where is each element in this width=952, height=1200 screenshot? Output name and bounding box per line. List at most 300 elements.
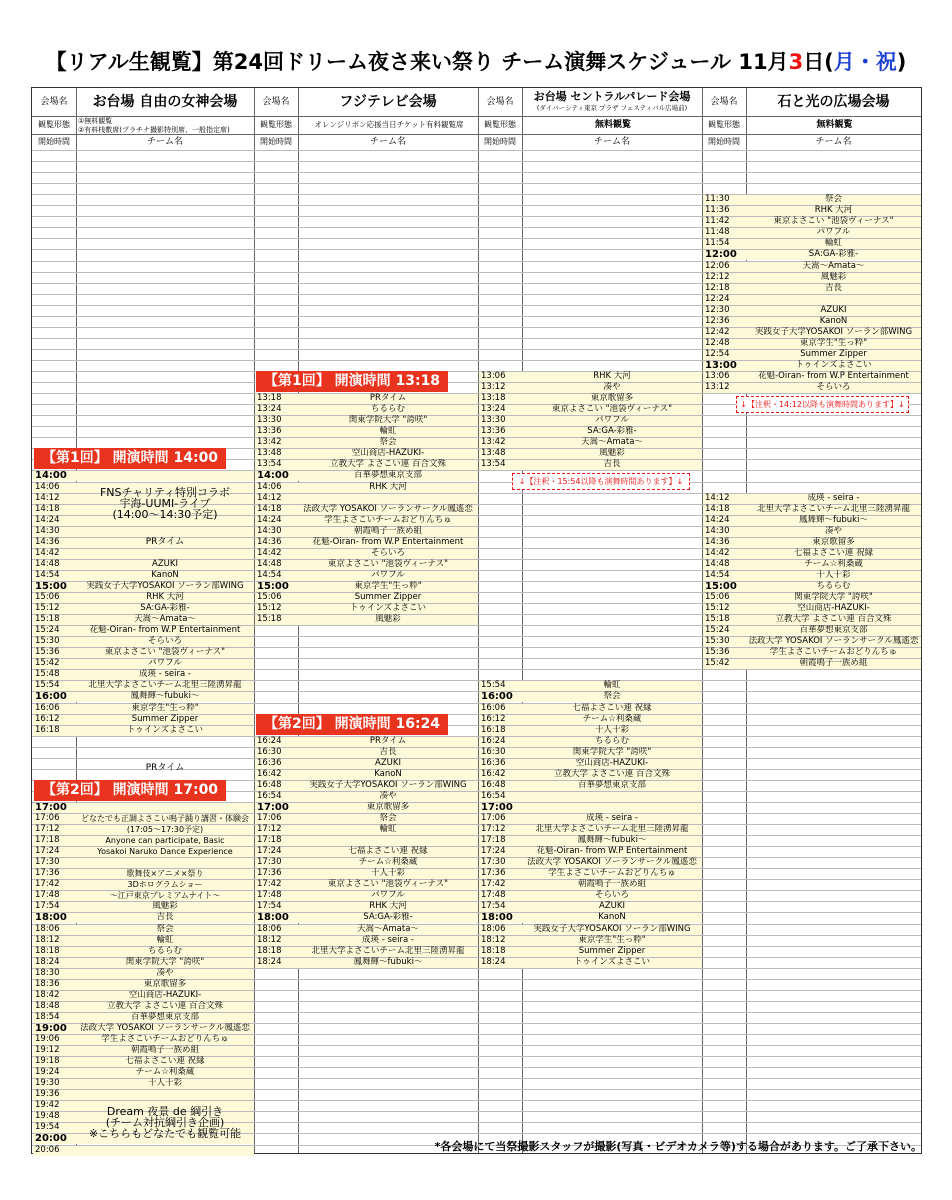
team-name: 祭会 xyxy=(603,691,621,702)
start-time: 19:18 xyxy=(35,1056,60,1067)
team-name: 祭会 xyxy=(156,923,174,934)
column-divider xyxy=(522,88,523,1153)
venue-label: 会場名 xyxy=(710,97,738,107)
team-name: 凑や xyxy=(824,525,842,536)
team-name: 法政大学 YOSAKOI ソーランサークル鳳遙恋 xyxy=(748,636,919,647)
block-line: どなたでも正調よさこい鳴子踊り講習・体験会 xyxy=(81,814,249,824)
start-time: 13:48 xyxy=(481,448,506,459)
start-time: 15:18 xyxy=(705,614,730,625)
start-time: 13:42 xyxy=(257,437,282,448)
team-name: 実践女子大学YOSAKOI ソーラン部WING xyxy=(86,580,244,591)
team-name: 輪虹 xyxy=(603,680,621,691)
start-time: 15:18 xyxy=(257,614,282,625)
fns-collab-block xyxy=(76,470,254,536)
start-time: 14:36 xyxy=(257,536,282,547)
team-name: SA:GA-彩雅- xyxy=(808,249,859,260)
team-name: 北里大学よさこいチーム北里三陸湧昇龍 xyxy=(756,503,910,514)
team-name: 東京歌留多 xyxy=(590,393,634,404)
start-time: 13:54 xyxy=(481,459,506,470)
start-time: 14:18 xyxy=(257,503,282,514)
team-name: 東京よさこい "池袋ヴィーナス" xyxy=(773,216,894,227)
team-name: 学生よさこいチームおどりんちゅ xyxy=(101,1034,229,1044)
page-title: 【リアル生観覧】第24回ドリーム夜さ来い祭り チーム演舞スケジュール 11月3日(月・祝) xyxy=(45,50,907,74)
start-time: 19:42 xyxy=(35,1100,60,1111)
start-time: 18:12 xyxy=(35,934,60,945)
team-name: 成瑛 - seira - xyxy=(362,934,414,945)
block-line: Anyone can participate, Basic xyxy=(105,836,225,846)
team-name: 吉長 xyxy=(824,282,842,293)
team-name: 実践女子大学YOSAKOI ソーラン部WING xyxy=(309,779,467,790)
block-line: (14:00～14:30予定) xyxy=(112,508,218,522)
start-time: 13:18 xyxy=(257,393,282,404)
start-time: 14:48 xyxy=(705,558,730,569)
row-divider xyxy=(32,150,921,151)
experience-block xyxy=(76,802,254,868)
team-name: 吉長 xyxy=(603,459,621,470)
team-name: PRタイム xyxy=(369,393,407,404)
note-v3: ↓【注釈・15:54以降も演舞時間あります】↓ xyxy=(512,473,690,490)
team-name: パワフル xyxy=(595,415,629,426)
start-time: 19:24 xyxy=(35,1067,60,1078)
team-name: 天嵩～Amata～ xyxy=(357,923,419,934)
team-name: RHK 大河 xyxy=(146,592,184,602)
start-time: 15:30 xyxy=(705,636,730,647)
start-time: 15:54 xyxy=(35,680,60,691)
viewing-label: 観覧形態 xyxy=(260,120,292,129)
start-time: 17:30 xyxy=(35,857,60,868)
team-name: RHK 大河 xyxy=(369,481,407,492)
start-time: 15:06 xyxy=(257,592,282,602)
start-time: 17:00 xyxy=(35,801,67,813)
start-time: 18:06 xyxy=(481,923,506,934)
team-name: 七福よさこい連 祝縁 xyxy=(125,1056,205,1067)
start-time: 14:06 xyxy=(257,481,282,492)
start-time: 11:42 xyxy=(705,216,730,227)
start-time: 14:00 xyxy=(257,470,289,482)
team-name: パワフル xyxy=(371,890,405,901)
team-name: 十人十彩 xyxy=(370,868,405,879)
block-line: (17:05～17:30予定) xyxy=(126,825,204,835)
start-time: 14:42 xyxy=(257,547,282,558)
start-time: 18:00 xyxy=(257,912,289,924)
viewing-label: 観覧形態 xyxy=(38,120,70,129)
tug-of-war-block xyxy=(76,1100,254,1144)
team-name: ちるらむ xyxy=(816,580,851,591)
start-time: 16:36 xyxy=(257,757,282,768)
start-time: 20:00 xyxy=(35,1133,67,1145)
team-name: KanoN xyxy=(819,315,848,326)
start-time: 17:12 xyxy=(35,824,60,835)
start-time: 14:42 xyxy=(705,547,730,558)
start-time: 16:30 xyxy=(257,746,282,757)
start-time: 17:24 xyxy=(257,846,282,857)
start-time: 18:42 xyxy=(35,989,60,1000)
team-name: パワフル xyxy=(148,658,182,669)
team-name: 花魁-Oiran- from W.P Entertainment xyxy=(536,846,688,857)
start-time: 14:54 xyxy=(257,569,282,580)
viewing-line: ①無料観覧 xyxy=(78,117,113,125)
start-time: 17:18 xyxy=(35,835,60,846)
start-time: 13:30 xyxy=(481,415,506,426)
team-name: 関東学院大学 "誇咲" xyxy=(794,592,873,602)
start-time: 14:54 xyxy=(35,569,60,580)
venue-name: 石と光の広場会場 xyxy=(777,94,890,110)
row-divider xyxy=(32,172,921,173)
team-name: 輪虹 xyxy=(379,426,397,437)
start-time: 18:24 xyxy=(481,956,506,967)
start-time: 18:24 xyxy=(35,956,60,967)
start-time: 18:18 xyxy=(481,945,506,956)
start-time: 12:18 xyxy=(705,282,730,293)
viewing-type: オレンジリボン応援当日チケット有料観覧席 xyxy=(314,120,464,129)
team-name: 花魁-Oiran- from W.P Entertainment xyxy=(312,536,464,547)
team-name: Summer Zipper xyxy=(354,592,422,602)
team-name: 十人十彩 xyxy=(594,724,629,735)
team-name: SA:GA-彩雅- xyxy=(140,603,190,614)
team-name: 天嵩～Amata～ xyxy=(802,260,865,271)
start-time: 18:54 xyxy=(35,1011,60,1022)
block-line: 3Dホログラムショー xyxy=(127,880,203,890)
hologram-block xyxy=(76,868,254,901)
start-time: 17:42 xyxy=(257,879,282,890)
team-label: チーム名 xyxy=(369,137,406,147)
start-time: 17:12 xyxy=(257,824,282,835)
team-name: 東京よさこい "池袋ヴィーナス" xyxy=(327,879,449,890)
venue-label: 会場名 xyxy=(486,97,514,107)
viewing-type: 無料観覧 xyxy=(816,120,853,130)
start-time: 15:36 xyxy=(35,647,60,658)
start-time: 17:24 xyxy=(481,846,506,857)
start-time: 16:06 xyxy=(481,702,506,713)
start-time: 18:30 xyxy=(35,967,60,978)
team-name: 東京学生"生っ粋" xyxy=(354,580,422,591)
start-time: 14:18 xyxy=(705,503,730,514)
start-time: 16:42 xyxy=(257,768,282,779)
start-time: 12:06 xyxy=(705,260,730,271)
start-time: 17:54 xyxy=(481,901,506,912)
team-name: 東京学生"生っ粋" xyxy=(578,934,646,945)
team-name: 凑や xyxy=(603,382,621,393)
start-time: 17:54 xyxy=(257,901,282,912)
team-name: 成瑛 - seira - xyxy=(139,669,191,680)
team-name: そらいろ xyxy=(816,382,851,393)
team-name: 鳳舞輝～fubuki～ xyxy=(577,835,647,846)
block-line: PRタイム xyxy=(145,763,185,774)
start-time: 15:00 xyxy=(35,580,67,592)
block-line: (チーム対抗綱引き企画) xyxy=(105,1115,225,1129)
start-time: 15:00 xyxy=(257,580,289,592)
team-name: 七福よさこい連 祝縁 xyxy=(348,846,428,857)
team-label: チーム名 xyxy=(593,137,630,147)
team-name: 風魅彩 xyxy=(599,448,625,459)
start-time: 16:24 xyxy=(257,735,282,746)
start-time: 18:48 xyxy=(35,1000,60,1011)
team-name: 学生よさこいチームおどりんちゅ xyxy=(769,647,898,658)
start-time: 18:06 xyxy=(257,923,282,934)
row-divider xyxy=(32,161,921,162)
start-time: 13:36 xyxy=(481,426,506,437)
start-time: 17:30 xyxy=(257,857,282,868)
team-name: 天嵩～Amata～ xyxy=(581,437,643,448)
start-time: 12:24 xyxy=(705,293,730,304)
start-time: 12:48 xyxy=(705,337,730,348)
start-time: 15:12 xyxy=(35,603,60,614)
team-name: SA:GA-彩雅- xyxy=(363,912,413,923)
start-time: 13:06 xyxy=(481,371,506,381)
block-line: Yosakoi Naruko Dance Experience xyxy=(97,847,233,857)
viewing-label: 観覧形態 xyxy=(708,120,740,129)
block-line: ～江戸東京プレミアムナイト～ xyxy=(109,891,221,901)
team-name: 花魁-Oiran- from W.P Entertainment xyxy=(758,371,909,381)
team-name: 朝霞鳴子一族め組 xyxy=(130,1045,199,1056)
team-name: 十人十彩 xyxy=(147,1078,182,1089)
block-line: 歌舞伎×アニメ×祭り xyxy=(126,869,204,879)
start-time: 16:12 xyxy=(481,713,506,724)
block-line: PRタイム xyxy=(145,536,185,547)
team-name: 学生よさこいチームおどりんちゅ xyxy=(548,868,676,879)
start-time: 11:36 xyxy=(705,205,730,216)
venue-label: 会場名 xyxy=(262,97,290,107)
start-time: 12:00 xyxy=(705,249,737,261)
team-name: 実践女子大学YOSAKOI ソーラン部WING xyxy=(754,326,913,337)
start-time: 17:24 xyxy=(35,846,60,857)
block-line: FNSチャリティ特別コラボ xyxy=(99,486,231,500)
team-name: Summer Zipper xyxy=(800,348,867,359)
team-name: 立教大学 よさこい連 百合文殊 xyxy=(775,614,892,625)
team-name: 法政大学 YOSAKOI ソーランサークル鳳遙恋 xyxy=(80,1022,250,1033)
start-time: 18:36 xyxy=(35,978,60,989)
team-name: チーム☆利桑蔵 xyxy=(135,1067,195,1078)
start-time: 18:00 xyxy=(481,912,513,924)
start-time: 11:30 xyxy=(705,194,730,205)
start-time: 13:36 xyxy=(257,426,282,437)
start-time: 18:24 xyxy=(257,956,282,967)
venue-name: お台場 自由の女神会場 xyxy=(92,94,238,110)
team-name: RHK 大河 xyxy=(369,901,407,912)
team-name: 百華夢想東京支部 xyxy=(130,1011,199,1022)
start-time: 12:36 xyxy=(705,315,730,326)
team-name: ちるらむ xyxy=(147,945,182,956)
team-name: Summer Zipper xyxy=(131,713,199,724)
start-time: 13:18 xyxy=(481,393,506,404)
team-name: 朝霞鳴子一族め組 xyxy=(577,879,646,890)
team-name: 北里大学よさこいチーム北里三陸湧昇龍 xyxy=(88,680,242,691)
team-name: KanoN xyxy=(151,569,179,580)
start-time: 13:00 xyxy=(705,359,737,371)
venue-name xyxy=(522,88,702,116)
team-name: 北里大学よさこいチーム北里三陸湧昇龍 xyxy=(311,945,465,956)
team-name: KanoN xyxy=(598,912,626,923)
team-name: 学生よさこいチームおどりんちゅ xyxy=(324,514,452,525)
start-time: 17:42 xyxy=(35,879,60,890)
team-name: 凑や xyxy=(156,967,174,978)
team-name: 北里大学よさこいチーム北里三陸湧昇龍 xyxy=(535,824,689,835)
start-time: 15:00 xyxy=(705,580,737,592)
team-name: 関東学院大学 "誇咲" xyxy=(572,746,652,757)
team-name: 東京歌留多 xyxy=(366,801,410,812)
start-time: 17:42 xyxy=(481,879,506,890)
start-time: 15:30 xyxy=(35,636,60,647)
start-label: 開始時間 xyxy=(484,137,516,146)
start-time: 13:24 xyxy=(481,404,506,415)
start-time: 12:12 xyxy=(705,271,730,282)
banner-v2-first: 【第1回】 開演時間 13:18 xyxy=(256,371,448,392)
team-name: そらいろ xyxy=(370,547,405,558)
team-name: 祭会 xyxy=(379,437,397,448)
start-time: 16:18 xyxy=(35,724,60,735)
team-name: トゥインズよさこい xyxy=(126,724,204,735)
team-name: 関東学院大学 "誇咲" xyxy=(348,415,428,426)
team-name: 空山商店-HAZUKI- xyxy=(128,989,202,1000)
start-time: 16:06 xyxy=(35,702,60,713)
team-name: 鳳舞輝～fubuki～ xyxy=(353,956,423,967)
team-name: トゥインズよさこい xyxy=(573,956,651,967)
start-time: 19:54 xyxy=(35,1122,60,1133)
start-time: 15:42 xyxy=(705,658,730,669)
team-name: AZUKI xyxy=(599,901,625,912)
start-time: 14:30 xyxy=(35,525,60,536)
row-divider xyxy=(32,183,921,184)
start-time: 16:42 xyxy=(481,768,506,779)
block-line: Dream 夜景 de 綱引き xyxy=(106,1104,224,1118)
team-name: 東京よさこい "池袋ヴィーナス" xyxy=(327,558,449,569)
start-label: 開始時間 xyxy=(708,137,740,146)
team-name: AZUKI xyxy=(375,757,401,768)
start-time: 12:42 xyxy=(705,326,730,337)
start-time: 16:54 xyxy=(257,790,282,801)
pr-time-block xyxy=(76,537,254,548)
start-label: 開始時間 xyxy=(260,137,292,146)
team-name: 成瑛 - seira - xyxy=(586,813,638,823)
team-name: トゥインズよさこい xyxy=(349,603,427,614)
team-name: 東京学生"生っ粋" xyxy=(131,702,199,713)
start-time: 14:12 xyxy=(35,492,60,503)
viewing-type: 無料観覧 xyxy=(594,120,631,130)
start-time: 15:42 xyxy=(35,658,60,669)
team-name: 東京よさこい "池袋ヴィーナス" xyxy=(551,404,673,415)
viewing-label: 観覧形態 xyxy=(484,120,516,129)
team-name: チーム☆利桑蔵 xyxy=(582,713,642,724)
start-time: 18:12 xyxy=(481,934,506,945)
start-time: 11:48 xyxy=(705,227,730,238)
team-name: チーム☆利桑蔵 xyxy=(358,857,418,868)
banner-v2-second: 【第2回】 開演時間 16:24 xyxy=(256,714,448,735)
start-time: 16:48 xyxy=(257,779,282,790)
start-time: 17:18 xyxy=(257,835,282,846)
start-time: 14:24 xyxy=(705,514,730,525)
team-name: 風魅彩 xyxy=(152,901,178,912)
team-name: 七福よさこい連 祝縁 xyxy=(572,702,652,713)
schedule-table xyxy=(31,87,922,1154)
team-name: 百華夢想東京支部 xyxy=(577,779,646,790)
start-time: 13:06 xyxy=(705,371,730,381)
start-time: 13:12 xyxy=(705,382,730,393)
start-time: 14:48 xyxy=(35,558,60,569)
start-time: 15:48 xyxy=(35,669,60,680)
start-time: 19:30 xyxy=(35,1078,60,1089)
start-time: 14:06 xyxy=(35,481,60,492)
start-time: 17:48 xyxy=(257,890,282,901)
column-divider xyxy=(478,88,479,1153)
footer-note: *各会場にて当祭撮影スタッフが撮影(写真・ビデオカメラ等)する場合があります。ご了承下さい。 xyxy=(434,1140,922,1153)
start-time: 19:36 xyxy=(35,1089,60,1100)
team-name: ちるらむ xyxy=(594,735,629,746)
team-name: KanoN xyxy=(374,768,402,779)
team-name: 関東学院大学 "誇咲" xyxy=(125,956,205,967)
start-time: 13:24 xyxy=(257,404,282,415)
start-time: 16:54 xyxy=(481,790,506,801)
venue-label: 会場名 xyxy=(40,97,68,107)
start-time: 19:06 xyxy=(35,1034,60,1044)
team-name: 立教大学 よさこい連 百合文殊 xyxy=(107,1000,223,1011)
start-time: 15:24 xyxy=(35,625,60,636)
team-name: 空山商店-HAZUKI- xyxy=(351,448,425,459)
team-name: そらいろ xyxy=(594,890,629,901)
team-name: 花魁-Oiran- from W.P Entertainment xyxy=(89,625,241,636)
start-time: 18:18 xyxy=(35,945,60,956)
team-name: 朝霞鳴子一族め組 xyxy=(799,658,868,669)
start-time: 15:18 xyxy=(35,614,60,625)
start-time: 14:54 xyxy=(705,569,730,580)
start-time: 20:06 xyxy=(35,1144,60,1155)
team-name: 朝霞鳴子一族め組 xyxy=(353,525,422,536)
team-name: 風魅彩 xyxy=(820,271,847,282)
team-name: 吉長 xyxy=(379,746,397,757)
start-time: 17:06 xyxy=(257,813,282,823)
team-name: 立教大学 よさこい連 百合文殊 xyxy=(330,459,446,470)
team-name: 東京歌留多 xyxy=(143,978,187,989)
team-name: 成瑛 - seira - xyxy=(807,492,860,503)
banner-v1-first: 【第1回】 開演時間 14:00 xyxy=(34,448,226,469)
team-name: 実践女子大学YOSAKOI ソーラン部WING xyxy=(533,923,691,934)
team-name: 鳳舞輝～fubuki～ xyxy=(130,691,200,702)
start-time: 17:48 xyxy=(481,890,506,901)
team-name: 空山商店-HAZUKI- xyxy=(575,757,649,768)
team-name: パワフル xyxy=(371,569,405,580)
team-name: トゥインズよさこい xyxy=(795,359,872,370)
team-name: RHK 大河 xyxy=(593,371,631,381)
start-time: 14:36 xyxy=(705,536,730,547)
start-time: 12:54 xyxy=(705,348,730,359)
viewing-type xyxy=(78,116,254,135)
start-time: 14:24 xyxy=(257,514,282,525)
team-name: そらいろ xyxy=(147,636,182,647)
start-time: 11:54 xyxy=(705,238,730,249)
start-time: 15:12 xyxy=(257,603,282,614)
venue-name: フジテレビ会場 xyxy=(339,94,437,110)
team-name: 輪虹 xyxy=(156,934,174,945)
start-time: 15:54 xyxy=(481,680,506,691)
start-time: 17:00 xyxy=(257,801,289,813)
start-time: 14:36 xyxy=(35,536,60,547)
start-time: 18:00 xyxy=(35,912,67,924)
team-name: 輪虹 xyxy=(379,824,397,835)
team-name: 吉長 xyxy=(156,912,174,923)
start-time: 17:36 xyxy=(481,868,506,879)
start-time: 12:30 xyxy=(705,304,730,315)
team-name: 凑や xyxy=(379,790,397,801)
start-time: 14:12 xyxy=(257,492,282,503)
venue-name-text: お台場 セントラルパレード会場 xyxy=(533,90,691,103)
block-line: 宇海-UUMI-ライブ xyxy=(119,497,211,511)
team-label: チーム名 xyxy=(815,137,852,147)
start-label: 開始時間 xyxy=(38,137,70,146)
team-name: 百華夢想東京支部 xyxy=(799,625,868,636)
start-time: 15:06 xyxy=(705,592,730,602)
start-time: 14:42 xyxy=(35,547,60,558)
start-time: 16:00 xyxy=(481,691,513,703)
venue-subtitle: (ダイバーシティ東京 プラザ フェスティバル広場前) xyxy=(536,104,688,112)
